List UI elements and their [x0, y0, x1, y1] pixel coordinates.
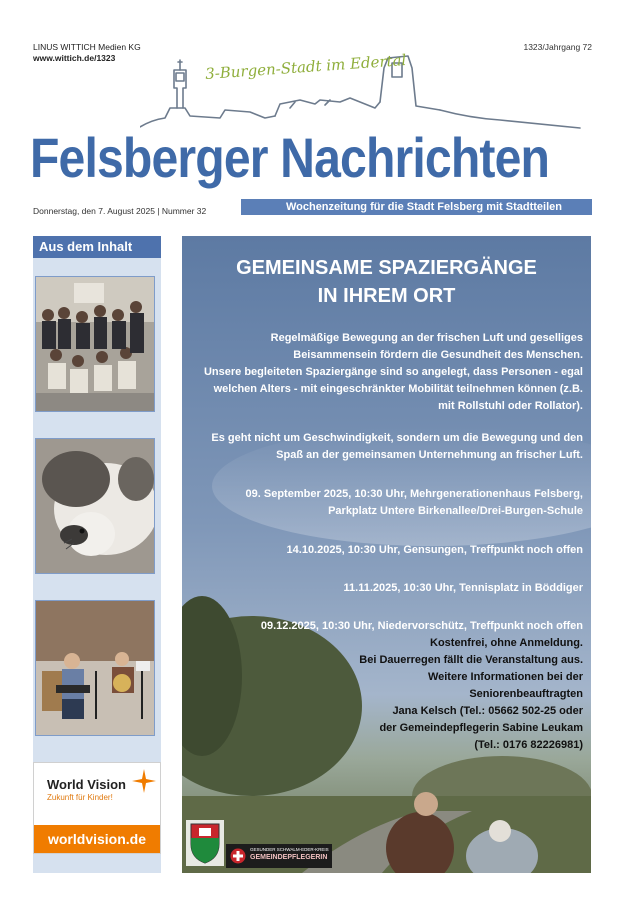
publisher-url[interactable]: www.wittich.de/1323 — [33, 53, 116, 63]
poster-paragraph-2 — [211, 430, 583, 464]
info-line: Bei Dauerregen fällt die Veranstaltung aus. — [359, 654, 583, 666]
publisher-info — [33, 42, 141, 64]
p1-line: mit Rollstuhl oder Rollator). — [438, 400, 583, 412]
p1-line: Beisammensein fördern die Gesundheit des Menschen. — [293, 349, 583, 361]
info-line: der Gemeindepflegerin Sabine Leukam — [379, 722, 583, 734]
poster-title — [182, 254, 591, 310]
p2-line: Es geht nicht um Geschwindigkeit, sondern um die Bewegung und den — [211, 432, 583, 444]
group-photo-icon[interactable] — [35, 276, 155, 412]
date-1-line: Parkplatz Untere Birkenallee/Drei-Burgen-Schule — [328, 505, 583, 517]
info-line: Jana Kelsch (Tel.: 05662 502-25 oder — [392, 705, 583, 717]
date-1 — [246, 486, 583, 520]
p1-line: Regelmäßige Bewegung an der frischen Luft und geselliges — [270, 332, 583, 344]
musicians-photo-icon[interactable] — [35, 600, 155, 736]
poster-title-line1: GEMEINSAME SPAZIERGÄNGE — [236, 257, 537, 279]
date-1-line: 09. September 2025, 10:30 Uhr, Mehrgenerationenhaus Felsberg, — [245, 488, 583, 500]
cross-emblem-icon — [230, 848, 246, 864]
badge-line-2: GEMEINDEPFLEGERIN — [250, 854, 328, 861]
info-line: Kostenfrei, ohne Anmeldung. — [430, 637, 583, 649]
walks-poster — [182, 236, 591, 873]
cat-photo-icon[interactable] — [35, 438, 155, 574]
masthead-title: Felsberger Nachrichten — [30, 126, 550, 189]
p1-line: Unsere begleiteten Spaziergänge sind so angelegt, dass Personen - egal — [203, 366, 583, 378]
worldvision-url[interactable]: worldvision.de — [34, 825, 160, 853]
date-3: 11.11.2025, 10:30 Uhr, Tennisplatz in Böddiger — [343, 582, 583, 594]
subtitle-bar: Wochenzeitung für die Stadt Felsberg mit Stadtteilen — [241, 199, 592, 215]
slogan: 3-Burgen-Stadt im Edertal — [204, 50, 407, 84]
worldvision-brand: World Vision — [47, 777, 126, 792]
issue-number: 1323/Jahrgang 72 — [523, 42, 592, 52]
worldvision-tagline: Zukunft für Kinder! — [47, 793, 113, 802]
info-line: Seniorenbeauftragten — [469, 688, 583, 700]
poster-paragraph-1 — [204, 330, 583, 415]
info-line: Weitere Informationen bei der — [427, 671, 583, 683]
sidebar-heading: Aus dem Inhalt — [33, 236, 161, 258]
date-2: 14.10.2025, 10:30 Uhr, Gensungen, Treffpunkt noch offen — [286, 544, 583, 556]
dateline: Donnerstag, den 7. August 2025 | Nummer 32 — [33, 206, 207, 216]
date-4: 09.12.2025, 10:30 Uhr, Niedervorschütz, Treffpunkt noch offen — [260, 620, 583, 632]
info-line: (Tel.: 0176 82226981) — [474, 739, 583, 751]
star-icon — [132, 769, 156, 793]
poster-info — [359, 635, 583, 754]
publisher-name: LINUS WITTICH Medien KG — [33, 42, 141, 52]
p1-line: welchen Alters - mit eingeschränkter Mobilität teilnehmen können (z.B. — [213, 383, 583, 395]
coat-of-arms-icon — [186, 820, 224, 866]
p2-line: Spaß an der gemeinsamen Unternehmung an frischer Luft. — [276, 449, 583, 461]
poster-title-line2: IN IHREM ORT — [317, 285, 456, 307]
badge-line-1: GESUNDER SCHWALM-EDER-KREIS — [250, 847, 329, 852]
worldvision-ad[interactable] — [33, 762, 161, 854]
gemeindepflegerin-badge — [226, 844, 332, 868]
